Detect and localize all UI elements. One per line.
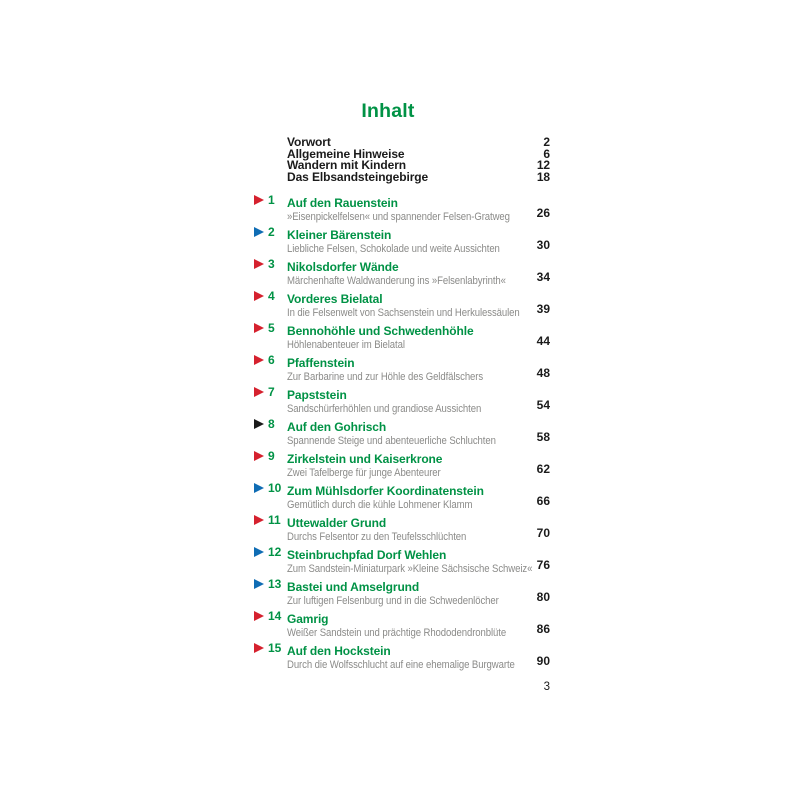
chapter-subrow: [254, 397, 550, 415]
difficulty-triangle-icon: [254, 227, 264, 237]
chapter-subtitle: Höhlenabenteuer im Bielatal: [287, 338, 405, 351]
chapter-number: 2: [268, 225, 275, 239]
chapter-title: Zirkelstein und Kaiserkrone: [287, 452, 443, 466]
chapter-subrow: [254, 269, 550, 287]
chapter-subtitle: Sandschürferhöhlen und grandiose Aussichten: [287, 402, 482, 415]
chapter-subtitle: Liebliche Felsen, Schokolade und weite Aussichten: [287, 242, 500, 255]
chapter-page: 48: [536, 365, 550, 380]
chapter-number: 12: [268, 545, 282, 559]
chapter-subtitle: Durch die Wolfsschlucht auf eine ehemalige Burgwarte: [287, 658, 515, 671]
chapter-subrow: [254, 237, 550, 255]
chapter-subtitle: Gemütlich durch die kühle Lohmener Klamm: [287, 498, 473, 511]
chapter-title: Auf den Gohrisch: [287, 420, 387, 434]
front-matter-page: 6: [543, 146, 550, 161]
chapter-heading: [254, 609, 550, 626]
front-matter-label: Das Elbsandsteingebirge: [287, 169, 429, 184]
chapter-number: 6: [268, 353, 275, 367]
chapter-number: 13: [268, 577, 282, 591]
chapter-number: 14: [268, 609, 282, 623]
chapter-subrow: [254, 589, 550, 607]
front-matter-label: Allgemeine Hinweise: [287, 146, 405, 161]
chapter-page: 90: [536, 653, 550, 668]
chapter-row: [254, 225, 550, 255]
chapter-title: Uttewalder Grund: [287, 516, 387, 530]
chapter-title: Auf den Rauenstein: [287, 196, 398, 210]
chapter-heading: [254, 545, 550, 562]
chapter-subrow: [254, 205, 550, 223]
difficulty-triangle-icon: [254, 547, 264, 557]
chapter-row: [254, 321, 550, 351]
chapter-title: Auf den Hockstein: [287, 644, 391, 658]
chapter-heading: [254, 289, 550, 306]
chapter-row: [254, 353, 550, 383]
chapter-title: Gamrig: [287, 612, 329, 626]
chapter-title: Kleiner Bärenstein: [287, 228, 392, 242]
chapter-page: 80: [536, 589, 550, 604]
chapter-title: Vorderes Bielatal: [287, 292, 383, 306]
chapter-page: 66: [536, 493, 550, 508]
difficulty-triangle-icon: [254, 451, 264, 461]
page-title: Inhalt: [361, 100, 415, 122]
chapter-page: 58: [536, 429, 550, 444]
chapter-row: [254, 193, 550, 223]
chapter-page: 44: [536, 333, 550, 348]
chapter-subrow: [254, 653, 550, 671]
difficulty-triangle-icon: [254, 259, 264, 269]
difficulty-triangle-icon: [254, 643, 264, 653]
chapter-heading: [254, 193, 550, 210]
chapter-title: Papststein: [287, 388, 347, 402]
chapter-number: 9: [268, 449, 275, 463]
difficulty-triangle-icon: [254, 515, 264, 525]
chapter-number: 15: [268, 641, 282, 655]
chapter-row: [254, 513, 550, 543]
front-matter-page: 2: [543, 135, 550, 149]
chapter-title: Zum Mühlsdorfer Koordinatenstein: [287, 484, 484, 498]
chapter-row: [254, 577, 550, 607]
chapter-subtitle: In die Felsenwelt von Sachsenstein und Herkulessäulen: [287, 306, 520, 319]
chapter-subrow: [254, 429, 550, 447]
front-matter-list: [287, 137, 550, 183]
chapter-heading: [254, 641, 550, 658]
chapter-title: Nikolsdorfer Wände: [287, 260, 399, 274]
difficulty-triangle-icon: [254, 291, 264, 301]
chapter-heading: [254, 449, 550, 466]
chapter-page: 34: [536, 269, 550, 284]
chapter-page: 39: [536, 301, 550, 316]
chapter-heading: [254, 225, 550, 242]
chapter-heading: [254, 385, 550, 402]
chapter-page: 30: [536, 237, 550, 252]
chapter-list: [254, 194, 550, 674]
chapter-subtitle: Märchenhafte Waldwanderung ins »Felsenlabyrinth«: [287, 274, 506, 287]
chapter-page: 62: [536, 461, 550, 476]
chapter-subtitle: Zur Barbarine und zur Höhle des Geldfälschers: [287, 370, 484, 383]
chapter-row: [254, 481, 550, 511]
chapter-page: 54: [536, 397, 550, 412]
chapter-page: 26: [536, 205, 550, 220]
chapter-row: [254, 609, 550, 639]
chapter-number: 5: [268, 321, 275, 335]
difficulty-triangle-icon: [254, 195, 264, 205]
table-of-contents: [254, 0, 550, 800]
difficulty-triangle-icon: [254, 355, 264, 365]
front-matter-row: [287, 169, 550, 184]
chapter-number: 11: [268, 513, 281, 527]
chapter-heading: [254, 513, 550, 530]
chapter-page: 70: [536, 525, 550, 540]
chapter-heading: [254, 353, 550, 370]
chapter-number: 7: [268, 385, 275, 399]
chapter-title: Pfaffenstein: [287, 356, 355, 370]
chapter-row: [254, 417, 550, 447]
chapter-heading: [254, 321, 550, 338]
chapter-heading: [254, 257, 550, 274]
chapter-title: Bennohöhle und Schwedenhöhle: [287, 324, 474, 338]
difficulty-triangle-icon: [254, 419, 264, 429]
chapter-title: Steinbruchpfad Dorf Wehlen: [287, 548, 447, 562]
chapter-number: 3: [268, 257, 275, 271]
chapter-number: 8: [268, 417, 275, 431]
front-matter-label: Vorwort: [287, 135, 331, 149]
chapter-row: [254, 545, 550, 575]
chapter-subrow: [254, 525, 550, 543]
chapter-row: [254, 289, 550, 319]
chapter-subrow: [254, 461, 550, 479]
difficulty-triangle-icon: [254, 483, 264, 493]
chapter-subrow: [254, 333, 550, 351]
chapter-heading: [254, 577, 550, 594]
chapter-subrow: [254, 493, 550, 511]
chapter-row: [254, 641, 550, 671]
chapter-row: [254, 257, 550, 287]
chapter-heading: [254, 417, 550, 434]
chapter-subtitle: Zwei Tafelberge für junge Abenteurer: [287, 466, 441, 479]
chapter-subrow: [254, 301, 550, 319]
chapter-subtitle: Weißer Sandstein und prächtige Rhododendronblüte: [287, 626, 507, 639]
chapter-row: [254, 385, 550, 415]
chapter-row: [254, 449, 550, 479]
chapter-subrow: [254, 557, 550, 575]
difficulty-triangle-icon: [254, 387, 264, 397]
chapter-subtitle: Spannende Steige und abenteuerliche Schluchten: [287, 434, 496, 447]
chapter-subrow: [254, 621, 550, 639]
chapter-subtitle: Durchs Felsentor zu den Teufelsschlüchten: [287, 530, 467, 543]
chapter-number: 10: [268, 481, 282, 495]
chapter-subtitle: Zur luftigen Felsenburg und in die Schwedenlöcher: [287, 594, 499, 607]
front-matter-page: 18: [536, 169, 550, 184]
chapter-subtitle: »Eisenpickelfelsen« und spannender Felsen-Gratweg: [287, 210, 510, 223]
front-matter-page: 12: [536, 158, 550, 172]
chapter-heading: [254, 481, 550, 498]
page-folio: 3: [543, 681, 550, 693]
chapter-page: 76: [536, 557, 550, 572]
difficulty-triangle-icon: [254, 579, 264, 589]
chapter-title: Bastei und Amselgrund: [287, 580, 420, 594]
chapter-page: 86: [536, 621, 550, 636]
difficulty-triangle-icon: [254, 611, 264, 621]
difficulty-triangle-icon: [254, 323, 264, 333]
chapter-number: 1: [268, 193, 275, 207]
front-matter-label: Wandern mit Kindern: [287, 158, 406, 172]
chapter-subtitle: Zum Sandstein-Miniaturpark »Kleine Sächsische Schweiz«: [287, 562, 533, 575]
chapter-subrow: [254, 365, 550, 383]
chapter-number: 4: [268, 289, 275, 303]
